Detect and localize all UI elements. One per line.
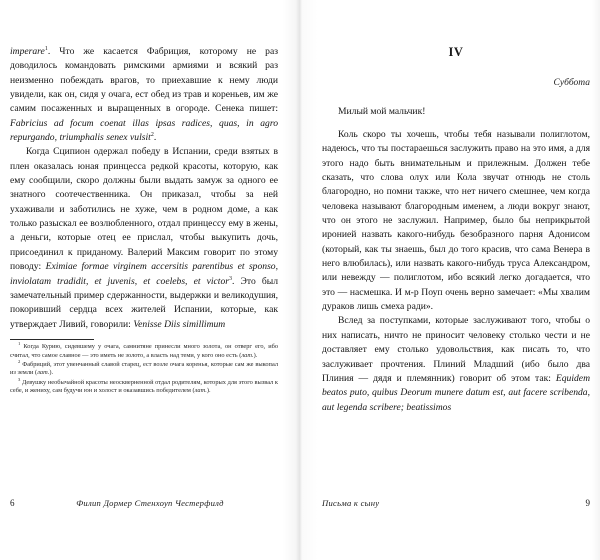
paragraph-pliny <box>322 314 590 414</box>
paragraph-fabricius <box>10 45 278 145</box>
right-page <box>300 0 600 560</box>
latin-quotation: Fabricius ad focum coenat illas ipsas radices, quas, in agro repurgando, triumphalis senex vulsit <box>10 117 278 144</box>
latin-quotation: imperare <box>10 46 45 57</box>
footnote-marker: 2 <box>18 358 21 364</box>
footnote-reference[interactable]: 2 <box>150 131 154 138</box>
text-run: . Это был замечательный пример сдержанности, выдержки и великодушия, покоривший сердца всех жителей Испании, которые, как утверждает Ливий, говорили: <box>10 275 278 330</box>
running-head-left: Филип Дормер Стенхоуп Честерфилд <box>76 498 224 508</box>
text-run: . Что же касается Фабриция, которому не раз доводилось командовать римскими армиями и всякий раз неизменно побеждать врагов, то приехавшие к нему люди увидели, как он, сидя у очага, ест обед из трав и кореньев, им же самим посаженных и выращенных в огороде. Сенека пишет: <box>10 46 278 115</box>
chapter-number: IV <box>448 45 464 59</box>
right-page-body <box>322 128 590 415</box>
left-page-body <box>10 45 278 332</box>
footnote-item <box>10 376 278 396</box>
running-head-right: Письма к сыну <box>322 498 380 508</box>
text-run: Коль скоро ты хочешь, чтобы тебя называли полиглотом, надеюсь, что ты постараешься заслужить право на это имя, а для этого надо быть внимательным и прилежным. Должен тебе сказать, что слова олух или Кола звучат отнюдь не столь благородно, но помни также, что нет ничего смешнее, чем когда человека называют благородным именем, а люди вокруг знают, что он этого не заслужил. Например, было бы неприкрытой иронией назвать какого-нибудь безобразного парня Адонисом (который, как ты знаешь, был до того красив, что сама Венера в него влюбилась), или назвать какого-нибудь труса Александром, или невежду — полиглотом, ибо всякий легко догадается, что это — насмешка. И м-р Поуп очень верно замечает: «Мы хвалим дураков лишь смеха ради». <box>322 129 590 313</box>
letter-dateline: Суббота <box>553 78 590 88</box>
footnote-marker: 3 <box>18 376 21 382</box>
footnote-list <box>10 340 278 396</box>
footnote-text: Фабриций, этот увенчанный славой старец, ест возле очага коренья, которые сам же выкопал из земли ( <box>10 360 278 377</box>
footnote-reference[interactable]: 3 <box>229 275 233 282</box>
footnote-item <box>10 358 278 378</box>
latin-quotation: Eximiae formae virginem accersitis parentibus et sponso, inviolatam tradidit, et juvenis, et coelebs, et victor <box>10 261 278 287</box>
footnote-language-label: лат. <box>241 351 254 359</box>
footnote-item <box>10 340 278 360</box>
footnote-text: Когда Курию, сидевшему у очага, самнитяне принесли много золота, он отверг его, ибо считал, что самое славное — это иметь не золото, а власть над теми, у кого оно есть ( <box>10 342 278 359</box>
text-run: . <box>153 132 157 144</box>
letter-salutation: Милый мой мальчик! <box>338 106 426 117</box>
footnote-tail: ). <box>253 351 258 359</box>
footnote-language-label: лат. <box>37 369 50 377</box>
footnote-separator-rule <box>10 339 94 340</box>
paragraph-scipio <box>10 145 278 331</box>
latin-quotation: Venisse Diis simillimum <box>133 318 226 330</box>
footnote-text: Девушку необычайной красоты неоскверненной отдал родителям, которых для этого вызвал к себе, и жениху, сам будучи юн и холост и оказавшись победителем ( <box>10 378 278 395</box>
text-run: Когда Сципион одержал победу в Испании, среди взятых в плен оказалась юная принцесса редкой красоты, которую, как ему сообщили, скоро должны были выдать замуж за одного ее знатного соотечественника. Он приказал, чтобы за ней ухаживали и заботились не хуже, чем в родном доме, а как только разыскал ее возлюбленного, отдал принцессу ему в жены, а деньги, которые отец ее прислал, чтобы выкупить дочь, присоединил к приданому. Валерий Максим говорит по этому поводу: <box>10 146 278 273</box>
footnote-language-label: лат. <box>194 387 207 395</box>
footnote-marker: 1 <box>18 340 21 346</box>
latin-quotation: Equidem beatos puto, quibus Deorum munere datum est, aut facere scribenda, aut legenda scribere; beatissimos <box>322 372 590 413</box>
footnote-tail: ). <box>206 387 211 395</box>
footnote-tail: ). <box>49 369 54 377</box>
footnote-reference[interactable]: 1 <box>44 45 48 52</box>
text-run: Вслед за поступками, которые заслуживают того, чтобы о них написать, ничто не приносит человеку столько чести и не доставляет ему столько удовольствия, как писать то, что заслуживает прочтения. Плиний Младший (ибо было два Плиния — дядя и племянник) говорит об этом так: <box>322 315 590 384</box>
folio-number-right: 9 <box>585 498 590 508</box>
folio-number-left: 6 <box>10 498 15 508</box>
paragraph-polyglot <box>322 128 590 314</box>
